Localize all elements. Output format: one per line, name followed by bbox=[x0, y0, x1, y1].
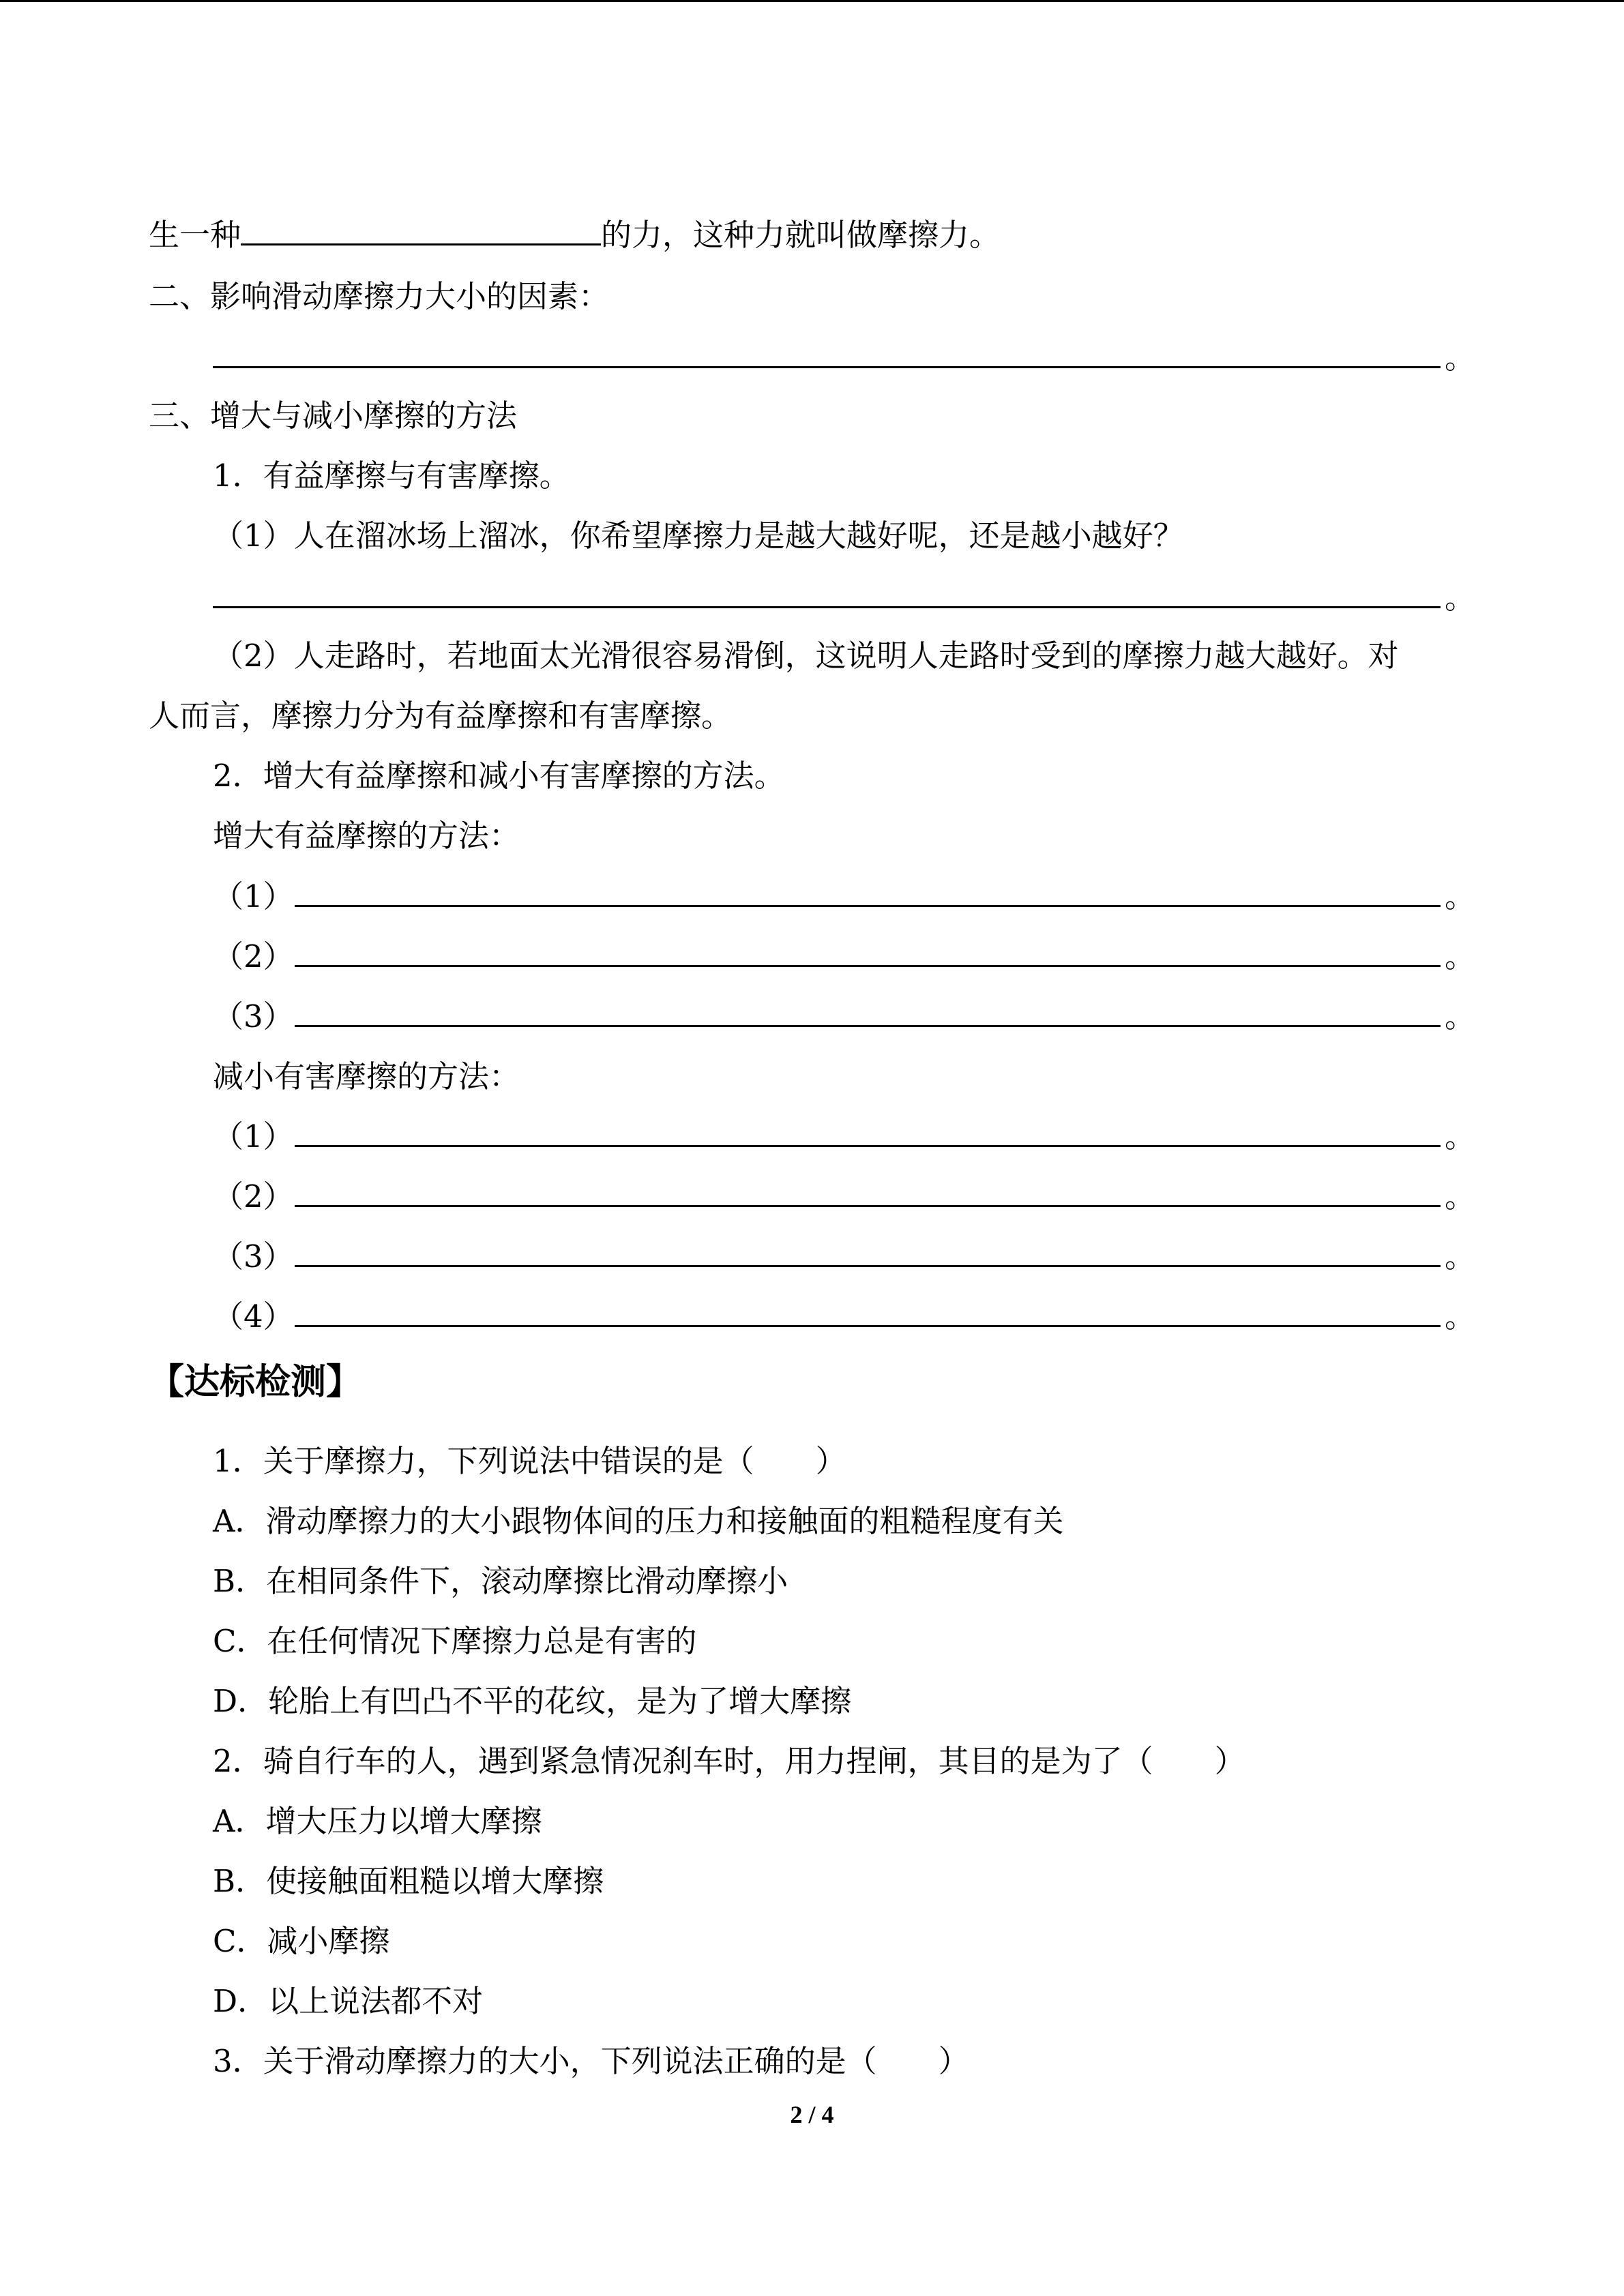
list-label: 增大有益摩擦的方法： bbox=[213, 818, 520, 854]
answer-blank[interactable] bbox=[295, 1178, 1441, 1207]
section-title: 二、影响滑动摩擦力大小的因素： bbox=[149, 278, 610, 314]
item-number: （2） bbox=[213, 1178, 294, 1214]
line-end-period: 。 bbox=[1445, 1298, 1476, 1335]
subsection-item: 1．有益摩擦与有害摩擦。 bbox=[213, 458, 570, 494]
section-title: 三、增大与减小摩擦的方法 bbox=[149, 398, 518, 434]
choice-option[interactable]: B．在相同条件下，滚动摩擦比滑动摩擦小 bbox=[213, 1563, 788, 1599]
question-stem: 2．骑自行车的人，遇到紧急情况刹车时，用力捏闸，其目的是为了（ ） bbox=[213, 1743, 1245, 1779]
item-number: （1） bbox=[213, 878, 294, 914]
choice-option[interactable]: C．减小摩擦 bbox=[213, 1923, 390, 1959]
answer-blank[interactable] bbox=[241, 216, 601, 245]
question-stem: 1．关于摩擦力，下列说法中错误的是（ ） bbox=[213, 1443, 846, 1479]
line-end-period: 。 bbox=[1445, 878, 1476, 914]
numbered-answer-line bbox=[0, 866, 1624, 927]
sentence-prefix: 生一种 bbox=[149, 217, 241, 253]
paragraph-line: 人而言，摩擦力分为有益摩擦和有害摩擦。 bbox=[149, 698, 733, 734]
line-end-period: 。 bbox=[1445, 998, 1476, 1034]
answer-blank[interactable] bbox=[295, 1118, 1441, 1147]
line-end-period: 。 bbox=[1445, 1178, 1476, 1214]
answer-blank[interactable] bbox=[295, 1298, 1441, 1327]
answer-blank[interactable] bbox=[295, 1238, 1441, 1267]
answer-line bbox=[0, 327, 1624, 389]
item-number: （3） bbox=[213, 1238, 294, 1274]
answer-blank[interactable] bbox=[295, 998, 1441, 1027]
numbered-answer-line bbox=[0, 1286, 1624, 1347]
line-end-period: 。 bbox=[1445, 1238, 1476, 1274]
subsection-item: 2．增大有益摩擦和减小有害摩擦的方法。 bbox=[213, 758, 785, 794]
choice-option[interactable]: A．增大压力以增大摩擦 bbox=[213, 1803, 542, 1839]
numbered-answer-line bbox=[0, 1106, 1624, 1167]
answer-blank[interactable] bbox=[295, 938, 1441, 967]
item-number: （4） bbox=[213, 1298, 294, 1335]
question-text: （1）人在溜冰场上溜冰，你希望摩擦力是越大越好呢，还是越小越好？ bbox=[213, 518, 1184, 554]
choice-option[interactable]: C．在任何情况下摩擦力总是有害的 bbox=[213, 1623, 697, 1659]
question-stem: 3．关于滑动摩擦力的大小，下列说法正确的是（ ） bbox=[213, 2043, 969, 2079]
line-end-period: 。 bbox=[1445, 340, 1476, 376]
numbered-answer-line bbox=[0, 1166, 1624, 1227]
section-heading: 【达标检测】 bbox=[149, 1362, 362, 1403]
choice-option[interactable]: B．使接触面粗糙以增大摩擦 bbox=[213, 1863, 604, 1899]
choice-option[interactable]: A．滑动摩擦力的大小跟物体间的压力和接触面的粗糙程度有关 bbox=[213, 1503, 1064, 1539]
answer-blank[interactable] bbox=[295, 878, 1441, 907]
numbered-answer-line bbox=[0, 1226, 1624, 1287]
item-number: （2） bbox=[213, 938, 294, 974]
answer-line bbox=[0, 567, 1624, 629]
fill-blank-line bbox=[0, 205, 1624, 266]
choice-option[interactable]: D．以上说法都不对 bbox=[213, 1983, 484, 2019]
numbered-answer-line bbox=[0, 986, 1624, 1047]
numbered-answer-line bbox=[0, 926, 1624, 987]
answer-blank[interactable] bbox=[213, 339, 1441, 368]
page-number: 2 / 4 bbox=[790, 2101, 834, 2128]
line-end-period: 。 bbox=[1445, 938, 1476, 974]
item-number: （1） bbox=[213, 1118, 294, 1154]
paragraph-line: （2）人走路时，若地面太光滑很容易滑倒，这说明人走路时受到的摩擦力越大越好。对 bbox=[213, 638, 1399, 674]
choice-option[interactable]: D．轮胎上有凹凸不平的花纹，是为了增大摩擦 bbox=[213, 1683, 852, 1719]
line-end-period: 。 bbox=[1445, 580, 1476, 616]
line-end-period: 。 bbox=[1445, 1118, 1476, 1154]
sentence-suffix: 的力，这种力就叫做摩擦力。 bbox=[601, 217, 1001, 253]
item-number: （3） bbox=[213, 998, 294, 1034]
answer-blank[interactable] bbox=[213, 579, 1441, 608]
top-border bbox=[0, 0, 1624, 2]
list-label: 减小有害摩擦的方法： bbox=[213, 1058, 520, 1094]
